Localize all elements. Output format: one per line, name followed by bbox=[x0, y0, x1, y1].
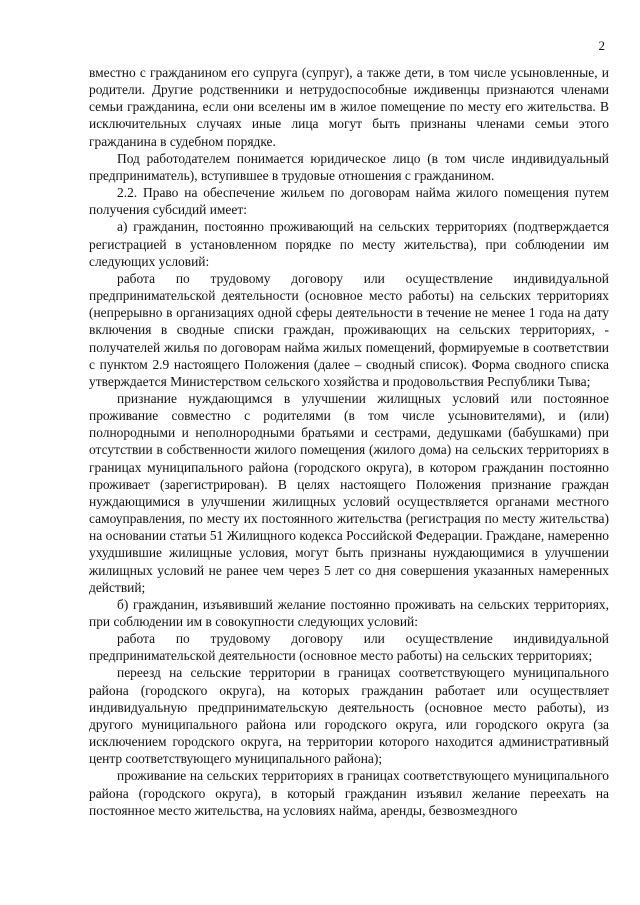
paragraph-employer-definition: Под работодателем понимается юридическое лицо (в том числе индивидуальный предприниматель), вступившее в трудовые отношения с гражданином. bbox=[89, 150, 609, 183]
paragraph-work-condition: работа по трудовому договору или осуществление индивидуальной предпринимательской деятельности (основное место работы) на сельских территориях (непрерывно в организациях одной сферы деятельности в течение не менее 1 года на дату включения в сводные списки граждан, проживающих на сельских территориях, - получателей жилья по договорам найма жилых помещений, формируемые в соответствии с пунктом 2.9 настоящего Положения (далее – сводный список). Форма сводного списка утверждается Министерством сельского хозяйства и продовольствия Республики Тыва; bbox=[89, 270, 609, 389]
page-number: 2 bbox=[598, 38, 605, 53]
paragraph-relocation: переезд на сельские территории в границах соответствующего муниципального района (городского округа), на которых гражданин работает или осуществляет индивидуальную предпринимательскую деятельность (основное место работы), из другого муниципального района или городского округа, или городского округа (за исключением городского округа, на территории которого находится административный центр соответствующего муниципального района); bbox=[89, 665, 609, 767]
paragraph-housing-need: признание нуждающимся в улучшении жилищных условий или постоянное проживание совместно с родителями (в том числе усыновителями), и (или) полнородными и неполнородными братьями и сестрами, дедушками (бабушками) при отсутствии в собственности жилого помещения (жилого дома) на сельских территориях в границах муниципального района (городского округа), в котором гражданин постоянно проживает (зарегистрирован). В целях настоящего Положения признание граждан нуждающимися в улучшении жилищных условий осуществляется органами местного самоуправления, по месту их постоянного жительства (регистрация по месту жительства) на основании статьи 51 Жилищного кодекса Российской Федерации. Граждане, намеренно ухудшившие жилищные условия, могут быть признаны нуждающимися в улучшении жилищных условий не ранее чем через 5 лет со дня совершения указанных намеренных действий; bbox=[89, 390, 609, 595]
document-body bbox=[89, 64, 609, 819]
paragraph-family-members: вместно с гражданином его супруга (супруг), а также дети, в том числе усыновленные, и родители. Другие родственники и нетрудоспособные иждивенцы признаются членами семьи гражданина, если они вселены им в жилое помещение по месту его жительства. В исключительных случаях иные лица могут быть признаны членами семьи этого гражданина в судебном порядке. bbox=[89, 65, 609, 149]
paragraph-residence: проживание на сельских территориях в границах соответствующего муниципального района (городского округа), в который гражданин изъявил желание переехать на постоянное место жительства, на условиях найма, аренды, безвозмездного bbox=[89, 768, 609, 818]
paragraph-item-a: а) гражданин, постоянно проживающий на сельских территориях (подтверждается регистрацией в установленном порядке по месту жительства), при соблюдении им следующих условий: bbox=[89, 219, 609, 269]
paragraph-item-b: б) гражданин, изъявивший желание постоянно проживать на сельских территориях, при соблюдении им в совокупности следующих условий: bbox=[89, 596, 609, 629]
paragraph-section-2-2: 2.2. Право на обеспечение жильем по договорам найма жилого помещения путем получения субсидий имеет: bbox=[89, 185, 609, 218]
paragraph-work-condition-b: работа по трудовому договору или осуществление индивидуальной предпринимательской деятельности (основное место работы) на сельских территориях; bbox=[89, 631, 609, 664]
